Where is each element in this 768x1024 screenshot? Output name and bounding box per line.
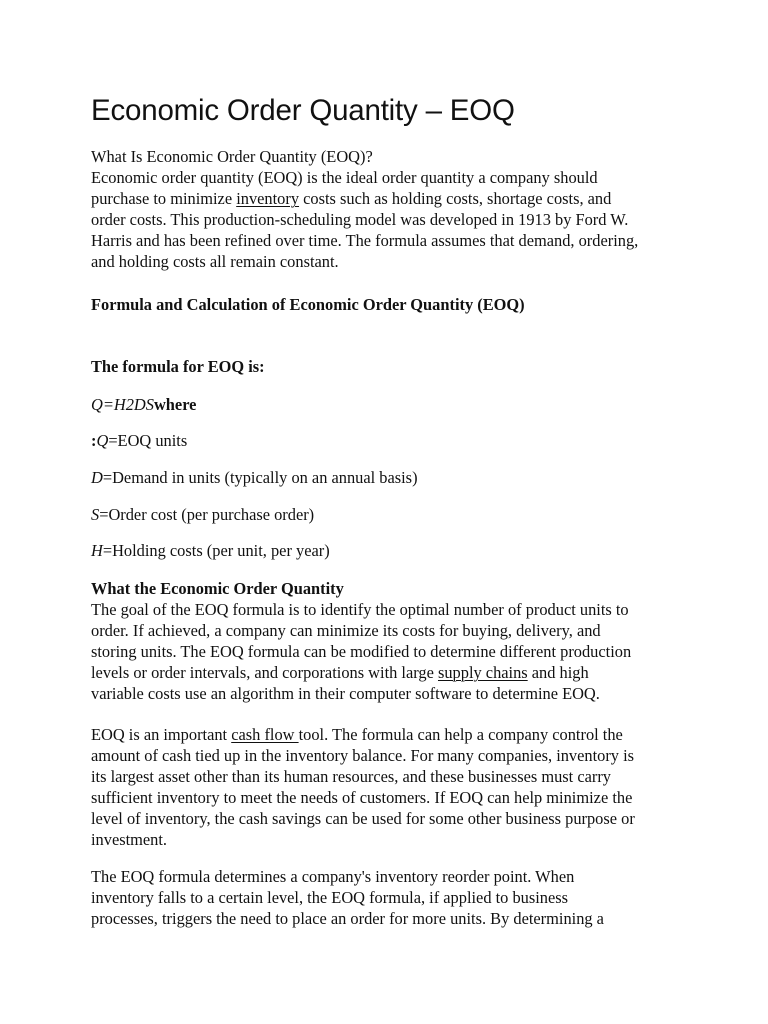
- var-q-symbol: Q: [96, 431, 109, 450]
- intro-line-2-start: purchase to minimize: [91, 189, 237, 208]
- var-d-line: [91, 467, 691, 488]
- paragraph-3-line-4: sufficient inventory to meet the needs of customers. If EOQ can help minimize the: [91, 788, 633, 807]
- formula-line: [91, 394, 691, 415]
- var-q-text: =EOQ units: [108, 431, 188, 450]
- section-2-line-3: storing units. The EOQ formula can be modified to determine different production: [91, 642, 632, 661]
- var-d-text: =Demand in units (typically on an annual basis): [102, 468, 418, 487]
- section-2: [91, 578, 691, 704]
- paragraph-4-line-2: inventory falls to a certain level, the EOQ formula, if applied to business: [91, 888, 569, 907]
- intro-line-2-end: costs such as holding costs, shortage costs, and: [299, 189, 612, 208]
- var-q-colon: :: [91, 431, 97, 450]
- paragraph-4-line-3: processes, triggers the need to place an order for more units. By determining a: [91, 909, 604, 928]
- paragraph-3-line-2: amount of cash tied up in the inventory balance. For many companies, inventory is: [91, 746, 635, 765]
- section-2-line-5: variable costs use an algorithm in their computer software to determine EOQ.: [91, 684, 600, 703]
- cash-flow-link[interactable]: cash flow: [231, 725, 299, 744]
- section-2-line-4: [91, 662, 691, 683]
- document-title: Economic Order Quantity – EOQ: [91, 94, 515, 127]
- section-2-heading: What the Economic Order Quantity: [91, 579, 344, 598]
- section-2-line-4-end: and high: [527, 663, 589, 682]
- var-h-line: [91, 540, 691, 561]
- var-s-line: [91, 504, 691, 525]
- intro-line-2: [91, 188, 691, 209]
- paragraph-3-line-1: [91, 724, 691, 745]
- formula-heading: Formula and Calculation of Economic Order Quantity (EOQ): [91, 295, 525, 314]
- paragraph-3-line-3: its largest asset other than its human resources, and these businesses must carry: [91, 767, 611, 786]
- intro-line-3: order costs. This production-scheduling model was developed in 1913 by Ford W.: [91, 210, 629, 229]
- intro-line-1: Economic order quantity (EOQ) is the ideal order quantity a company should: [91, 168, 598, 187]
- intro-heading: What Is Economic Order Quantity (EOQ)?: [91, 147, 373, 166]
- var-q-line: [91, 430, 691, 451]
- formula-expression: Q=H2DS: [91, 395, 154, 414]
- intro-section: [91, 146, 691, 272]
- paragraph-3: [91, 724, 691, 850]
- var-s-text: =Order cost (per purchase order): [99, 505, 315, 524]
- paragraph-3-line-6: investment.: [91, 830, 168, 849]
- intro-line-4: Harris and has been refined over time. The formula assumes that demand, ordering,: [91, 231, 639, 250]
- formula-where: where: [153, 395, 197, 414]
- var-h-symbol: H: [91, 541, 103, 560]
- var-s-symbol: S: [91, 505, 100, 524]
- section-2-line-2: order. If achieved, a company can minimize its costs for buying, delivery, and: [91, 621, 601, 640]
- paragraph-4: [91, 866, 691, 929]
- var-d-symbol: D: [91, 468, 103, 487]
- paragraph-4-line-1: The EOQ formula determines a company's inventory reorder point. When: [91, 867, 575, 886]
- inventory-link[interactable]: inventory: [236, 189, 300, 208]
- paragraph-3-line-1-start: EOQ is an important: [91, 725, 232, 744]
- intro-line-5: and holding costs all remain constant.: [91, 252, 339, 271]
- paragraph-3-line-5: level of inventory, the cash savings can be used for some other business purpose or: [91, 809, 635, 828]
- var-h-text: =Holding costs (per unit, per year): [102, 541, 330, 560]
- formula-intro: The formula for EOQ is:: [91, 357, 265, 376]
- section-2-line-1: The goal of the EOQ formula is to identify the optimal number of product units to: [91, 600, 629, 619]
- paragraph-3-line-1-end: tool. The formula can help a company control the: [298, 725, 623, 744]
- section-2-line-4-start: levels or order intervals, and corporations with large: [91, 663, 438, 682]
- supply-chains-link[interactable]: supply chains: [437, 663, 528, 682]
